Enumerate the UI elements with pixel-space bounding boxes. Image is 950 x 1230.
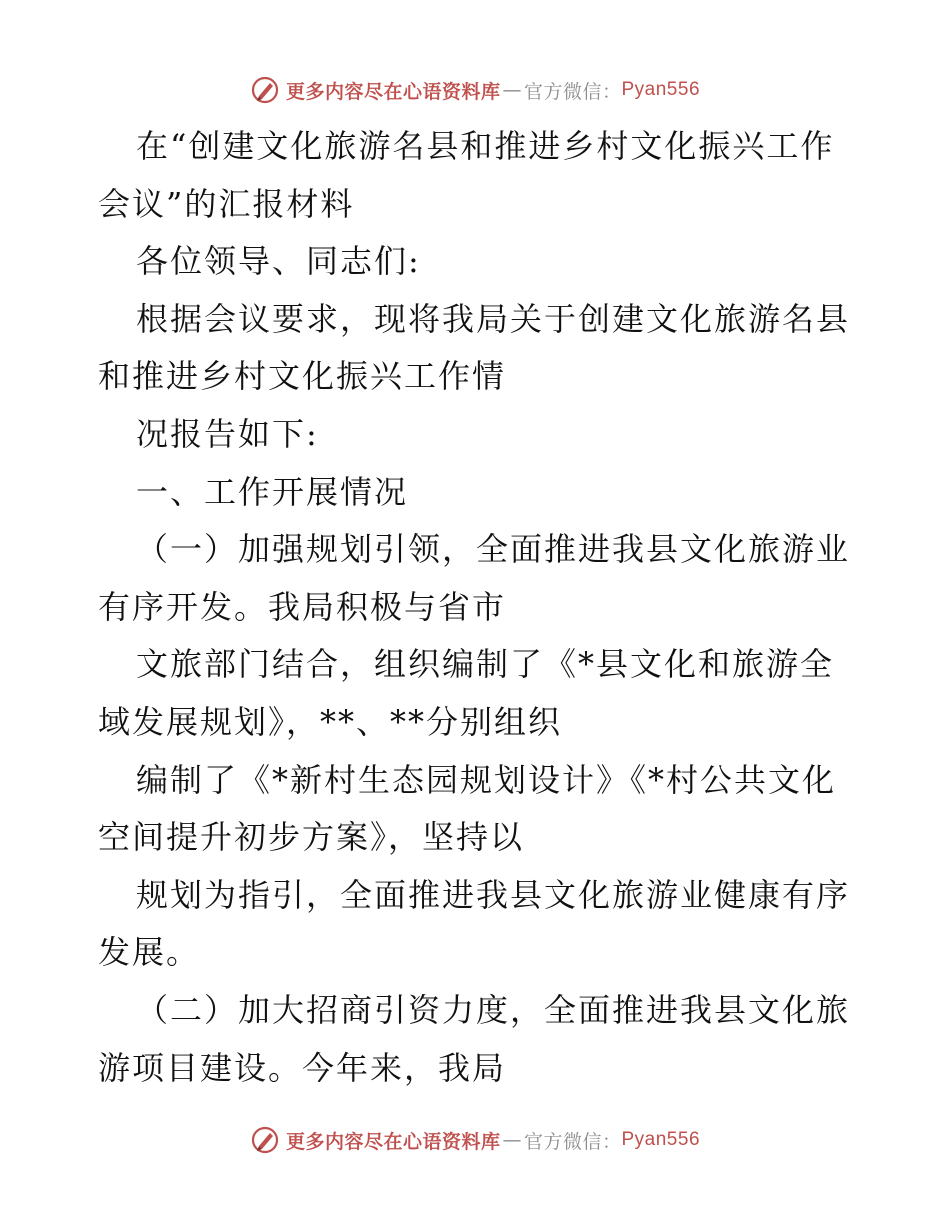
document-line: （二）加大招商引资力度，全面推进我县文化旅 xyxy=(136,990,851,1029)
document-line: （一）加强规划引领，全面推进我县文化旅游业 xyxy=(136,530,851,569)
document-line: 和推进乡村文化振兴工作情 xyxy=(98,357,507,396)
document-line: 文旅部门结合，组织编制了《*县文化和旅游全 xyxy=(136,645,835,684)
document-line: 一、工作开展情况 xyxy=(136,472,409,511)
document-line: 编制了《*新村生态园规划设计》《*村公共文化 xyxy=(136,760,837,799)
banner-brand-text: 更多内容尽在心语资料库 xyxy=(285,1130,501,1153)
banner-brand-text: 更多内容尽在心语资料库 xyxy=(285,80,501,103)
header-banner xyxy=(0,70,950,110)
document-line: 游项目建设。今年来，我局 xyxy=(98,1048,507,1087)
banner-wechat-label: 官方微信： xyxy=(523,80,622,103)
banner-dash: — xyxy=(502,79,522,101)
banner-wechat-id: Pyan556 xyxy=(621,79,701,100)
red-pen-circle-logo-icon xyxy=(250,75,280,105)
document-line: 在“创建文化旅游名县和推进乡村文化振兴工作 xyxy=(136,127,835,165)
document-body xyxy=(98,118,853,1097)
banner-wechat-label: 官方微信： xyxy=(523,1130,622,1153)
document-line: 会议”的汇报材料 xyxy=(98,184,355,223)
document-line: 发展。 xyxy=(98,933,201,972)
document-line: 空间提升初步方案》，坚持以 xyxy=(98,818,525,857)
footer-banner xyxy=(0,1120,950,1160)
document-line: 规划为指引，全面推进我县文化旅游业健康有序 xyxy=(136,875,851,914)
document-line: 域发展规划》，**、**分别组织 xyxy=(98,702,563,741)
banner-dash: — xyxy=(502,1129,522,1151)
document-line: 各位领导、同志们: xyxy=(136,242,421,281)
document-line: 况报告如下: xyxy=(136,414,319,453)
document-line: 有序开发。我局积极与省市 xyxy=(98,587,507,626)
document-line: 根据会议要求，现将我局关于创建文化旅游名县 xyxy=(136,299,851,338)
red-pen-circle-logo-icon xyxy=(250,1125,280,1155)
banner-wechat-id: Pyan556 xyxy=(621,1129,701,1150)
